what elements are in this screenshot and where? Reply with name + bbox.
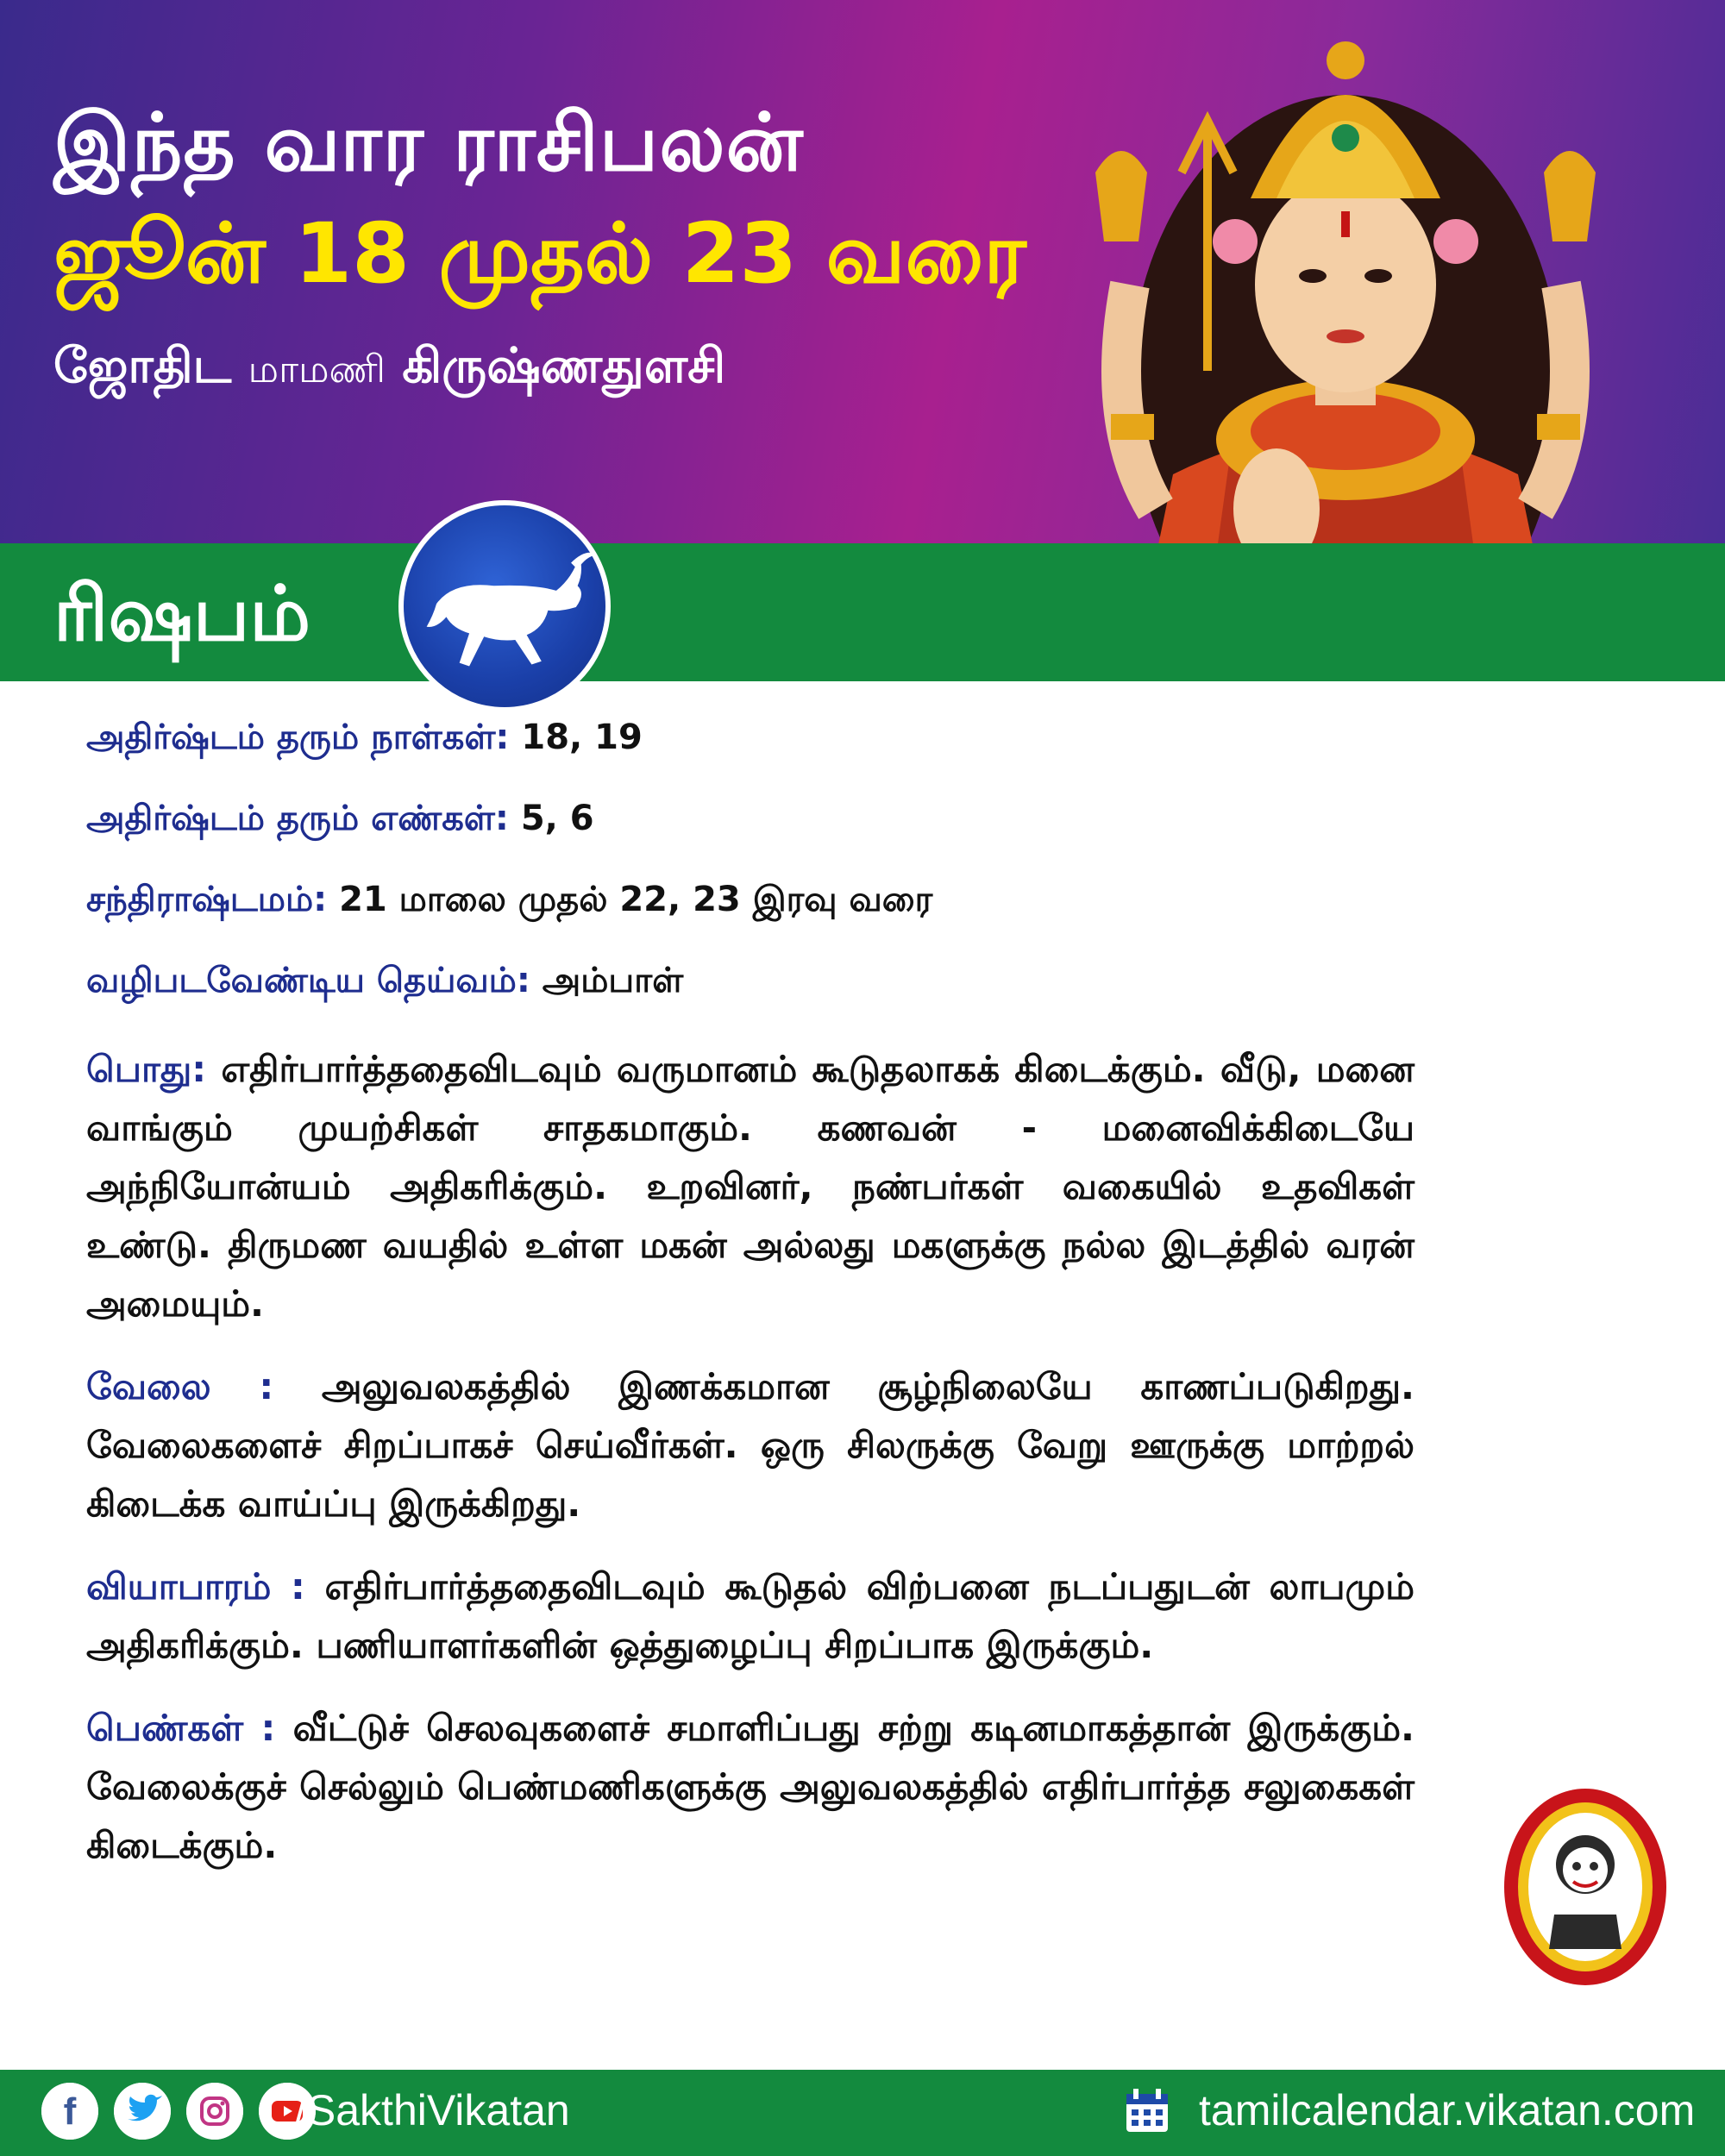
facebook-icon[interactable] bbox=[41, 2083, 98, 2140]
sign-name: ரிஷபம் bbox=[53, 569, 311, 658]
detail-value: அம்பாள் bbox=[542, 961, 684, 1000]
bull-icon bbox=[404, 505, 605, 707]
social-handle[interactable]: /SakthiVikatan bbox=[295, 2086, 570, 2134]
section-label: பெண்கள் : bbox=[86, 1707, 276, 1749]
author-title: மாமணி bbox=[248, 348, 386, 392]
section-business bbox=[86, 1557, 1414, 1675]
calendar-icon bbox=[1121, 2085, 1173, 2137]
section-label: பொது: bbox=[86, 1048, 207, 1090]
section-text: எதிர்பார்த்ததைவிடவும் வருமானம் கூடுதலாகக் கிடைக்கும். வீடு, மனை வாங்கும் முயற்சிகள் சாதகமாகும். கணவன் - மனைவிக்கிடையே அந்நியோன்யம் அதிகரிக்கும். உறவினர், நண்பர்கள் வகையில் உதவிகள் உண்டு. திருமண வயதில் உள்ள மகன் அல்லது மகளுக்கு நல்ல இடத்தில் வரன் அமையும். bbox=[86, 1048, 1415, 1325]
section-general bbox=[86, 1040, 1414, 1333]
lucky-numbers bbox=[86, 797, 1414, 840]
sign-badge bbox=[398, 500, 611, 712]
detail-value: 21 மாலை முதல் 22, 23 இரவு வரை bbox=[339, 880, 933, 919]
detail-label: வழிபடவேண்டிய தெய்வம்: bbox=[86, 961, 530, 1000]
detail-label: அதிர்ஷ்டம் தரும் எண்கள்: bbox=[86, 799, 509, 838]
section-text: எதிர்பார்த்ததைவிடவும் கூடுதல் விற்பனை நடப்பதுடன் லாபமும் அதிகரிக்கும். பணியாளர்களின் ஒத்துழைப்பு சிறப்பாக இருக்கும். bbox=[86, 1565, 1414, 1666]
detail-label: சந்திராஷ்டமம்: bbox=[86, 880, 328, 919]
chandrashtamam bbox=[86, 878, 1414, 921]
website-link[interactable]: tamilcalendar.vikatan.com bbox=[1199, 2086, 1696, 2134]
section-label: வேலை : bbox=[86, 1365, 274, 1407]
section-text: வீட்டுச் செலவுகளைச் சமாளிப்பது சற்று கடினமாகத்தான் இருக்கும். வேலைக்குச் செல்லும் பெண்மணிகளுக்கு அலுவலகத்தில் எதிர்பார்த்த சலுகைகள் கிடைக்கும். bbox=[86, 1707, 1414, 1866]
svg-text:f: f bbox=[63, 2090, 77, 2133]
date-range: ஜூன் 18 முதல் 23 வரை bbox=[53, 205, 1026, 302]
deity bbox=[86, 959, 1414, 1002]
detail-label: அதிர்ஷ்டம் தரும் நாள்கள்: bbox=[86, 718, 510, 757]
social-links bbox=[41, 2083, 316, 2140]
page-title: இந்த வார ராசிபலன் bbox=[53, 97, 804, 189]
author-name: கிருஷ்ணதுளசி bbox=[402, 338, 726, 394]
instagram-icon[interactable] bbox=[186, 2083, 243, 2140]
detail-value: 5, 6 bbox=[520, 799, 594, 838]
section-label: வியாபாரம் : bbox=[86, 1565, 305, 1608]
author-prefix: ஜோதிட bbox=[53, 338, 232, 394]
horoscope-content bbox=[86, 716, 1414, 1899]
section-women bbox=[86, 1699, 1414, 1875]
vikatan-logo bbox=[1501, 1785, 1670, 1989]
twitter-icon[interactable] bbox=[114, 2083, 171, 2140]
detail-value: 18, 19 bbox=[521, 718, 643, 757]
section-text: அலுவலகத்தில் இணக்கமான சூழ்நிலையே காணப்படுகிறது. வேலைகளைச் சிறப்பாகச் செய்வீர்கள். ஒரு சிலருக்கு வேறு ஊருக்கு மாற்றல் கிடைக்க வாய்ப்பு இருக்கிறது. bbox=[86, 1365, 1414, 1525]
lucky-days bbox=[86, 716, 1414, 759]
section-work bbox=[86, 1357, 1414, 1533]
author-line bbox=[53, 338, 725, 400]
